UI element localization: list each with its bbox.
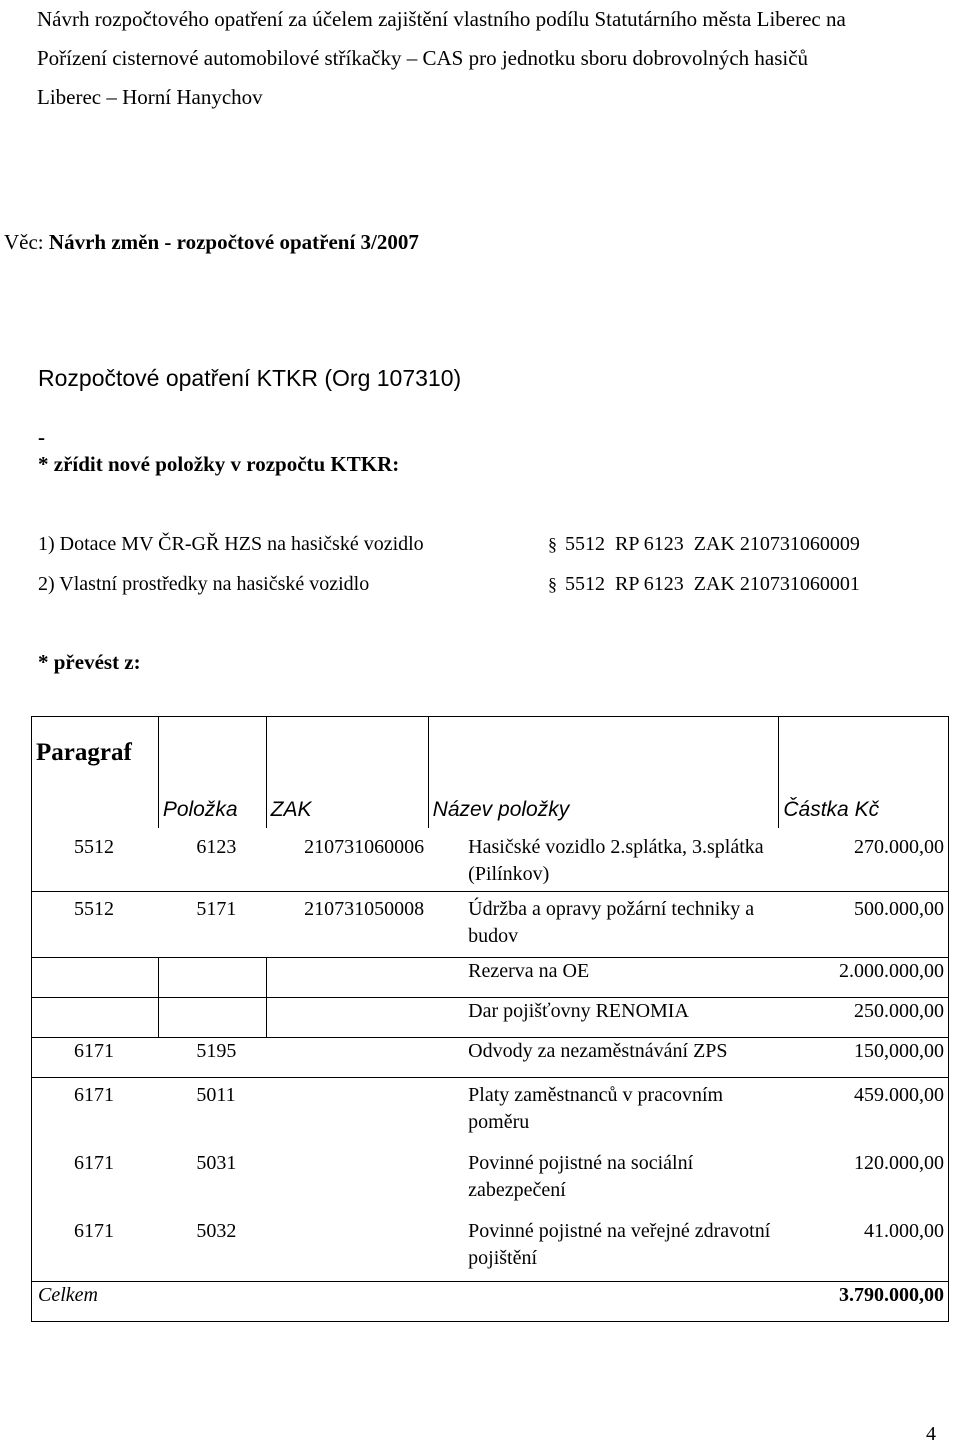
table-cell xyxy=(266,998,428,1038)
table-cell: 6171 xyxy=(32,1214,159,1282)
new-item-2-text: 2) Vlastní prostředky na hasičské vozidlo xyxy=(38,573,370,595)
table-cell xyxy=(266,1078,428,1146)
table-row xyxy=(32,892,949,958)
create-items-heading: * zřídit nové položky v rozpočtu KTKR: xyxy=(38,452,400,476)
table-header-row xyxy=(32,717,949,828)
table-row xyxy=(32,1146,949,1214)
header-paragraf: Paragraf xyxy=(32,717,159,828)
table-cell: 5512 xyxy=(32,828,159,892)
table-cell: 150,000,00 xyxy=(779,1038,949,1078)
table-cell: Povinné pojistné na sociální zabezpečení xyxy=(468,1151,694,1201)
table-cell xyxy=(158,958,266,998)
table-cell: 250.000,00 xyxy=(779,998,949,1038)
table-cell: Platy zaměstnanců v pracovním poměru xyxy=(428,1078,779,1146)
table-row xyxy=(32,958,949,998)
header-zak: ZAK xyxy=(266,717,428,828)
table-cell: 6171 xyxy=(32,1038,159,1078)
table-cell: 210731060006 xyxy=(266,828,428,892)
table-cell: Údržba a opravy požární techniky a budov xyxy=(468,898,755,947)
table-cell: 120.000,00 xyxy=(779,1146,949,1214)
section-heading: Rozpočtové opatření KTKR (Org 107310) xyxy=(38,365,462,391)
total-label: Celkem xyxy=(32,1282,779,1322)
table-row xyxy=(32,1078,949,1146)
header-polozka: Položka xyxy=(158,717,266,828)
intro-paragraph xyxy=(37,0,947,117)
total-value: 3.790.000,00 xyxy=(779,1282,949,1322)
table-cell xyxy=(266,958,428,998)
table-cell: 41.000,00 xyxy=(779,1214,949,1282)
table-cell: 6171 xyxy=(32,1078,159,1146)
table-cell: 5011 xyxy=(158,1078,266,1146)
intro-line-2: Pořízení cisternové automobilové stříkačky – CAS pro jednotku sboru dobrovolných hasičů xyxy=(37,46,809,70)
table-cell: 210731050008 xyxy=(304,898,425,920)
table-cell: Rezerva na OE xyxy=(428,958,779,998)
page-number: 4 xyxy=(926,1423,936,1445)
table-cell: 5031 xyxy=(196,1151,237,1174)
table-cell: 5195 xyxy=(158,1038,266,1078)
table-row xyxy=(32,998,949,1038)
table-cell: 2.000.000,00 xyxy=(779,958,949,998)
intro-line-3: Liberec – Horní Hanychov xyxy=(37,85,263,109)
header-castka: Částka Kč xyxy=(779,717,949,828)
table-cell: Odvody za nezaměstnávání ZPS xyxy=(428,1038,779,1078)
table-cell xyxy=(266,1146,428,1214)
intro-line-1: Návrh rozpočtového opatření za účelem zajištění vlastního podílu Statutárního města Liberec na xyxy=(37,7,846,31)
table-row xyxy=(32,1038,949,1078)
new-item-1-text: 1) Dotace MV ČR-GŘ HZS na hasičské vozidlo xyxy=(38,533,424,555)
subject-text: Návrh změn - rozpočtové opatření 3/2007 xyxy=(48,230,419,254)
table-cell xyxy=(266,1214,428,1282)
table-cell: Hasičské vozidlo 2.splátka, 3.splátka (Pilínkov) xyxy=(428,828,779,892)
table-cell: Povinné pojistné na veřejné zdravotní pojištění xyxy=(428,1214,779,1282)
table-cell xyxy=(266,1038,428,1078)
budget-table xyxy=(31,716,949,1322)
dash-mark: - xyxy=(38,425,45,449)
table-cell: 5032 xyxy=(158,1214,266,1282)
table-cell xyxy=(158,998,266,1038)
table-row xyxy=(32,828,949,892)
table-cell xyxy=(32,998,159,1038)
new-item-2-code-text: 5512 RP 6123 ZAK 210731060001 xyxy=(565,573,860,595)
new-item-2-code xyxy=(548,573,860,596)
section-sign-icon: § xyxy=(548,534,557,554)
table-cell: 5171 xyxy=(196,898,237,920)
header-nazev: Název položky xyxy=(428,717,779,828)
table-cell xyxy=(32,958,159,998)
subject-line xyxy=(4,230,419,255)
new-item-1-code-text: 5512 RP 6123 ZAK 210731060009 xyxy=(565,533,860,555)
transfer-heading: * převést z: xyxy=(38,650,141,674)
table-total-row xyxy=(32,1282,949,1322)
table-cell: 6123 xyxy=(158,828,266,892)
table-cell: 5512 xyxy=(32,892,159,958)
section-sign-icon: § xyxy=(548,574,557,594)
subject-label: Věc: xyxy=(4,230,49,254)
table-cell: Dar pojišťovny RENOMIA xyxy=(428,998,779,1038)
table-cell: 459.000,00 xyxy=(779,1078,949,1146)
table-cell: 500.000,00 xyxy=(779,892,949,958)
new-item-1-code xyxy=(548,533,860,556)
table-row xyxy=(32,1214,949,1282)
table-cell: 6171 xyxy=(32,1146,159,1214)
table-cell: 270.000,00 xyxy=(779,828,949,892)
